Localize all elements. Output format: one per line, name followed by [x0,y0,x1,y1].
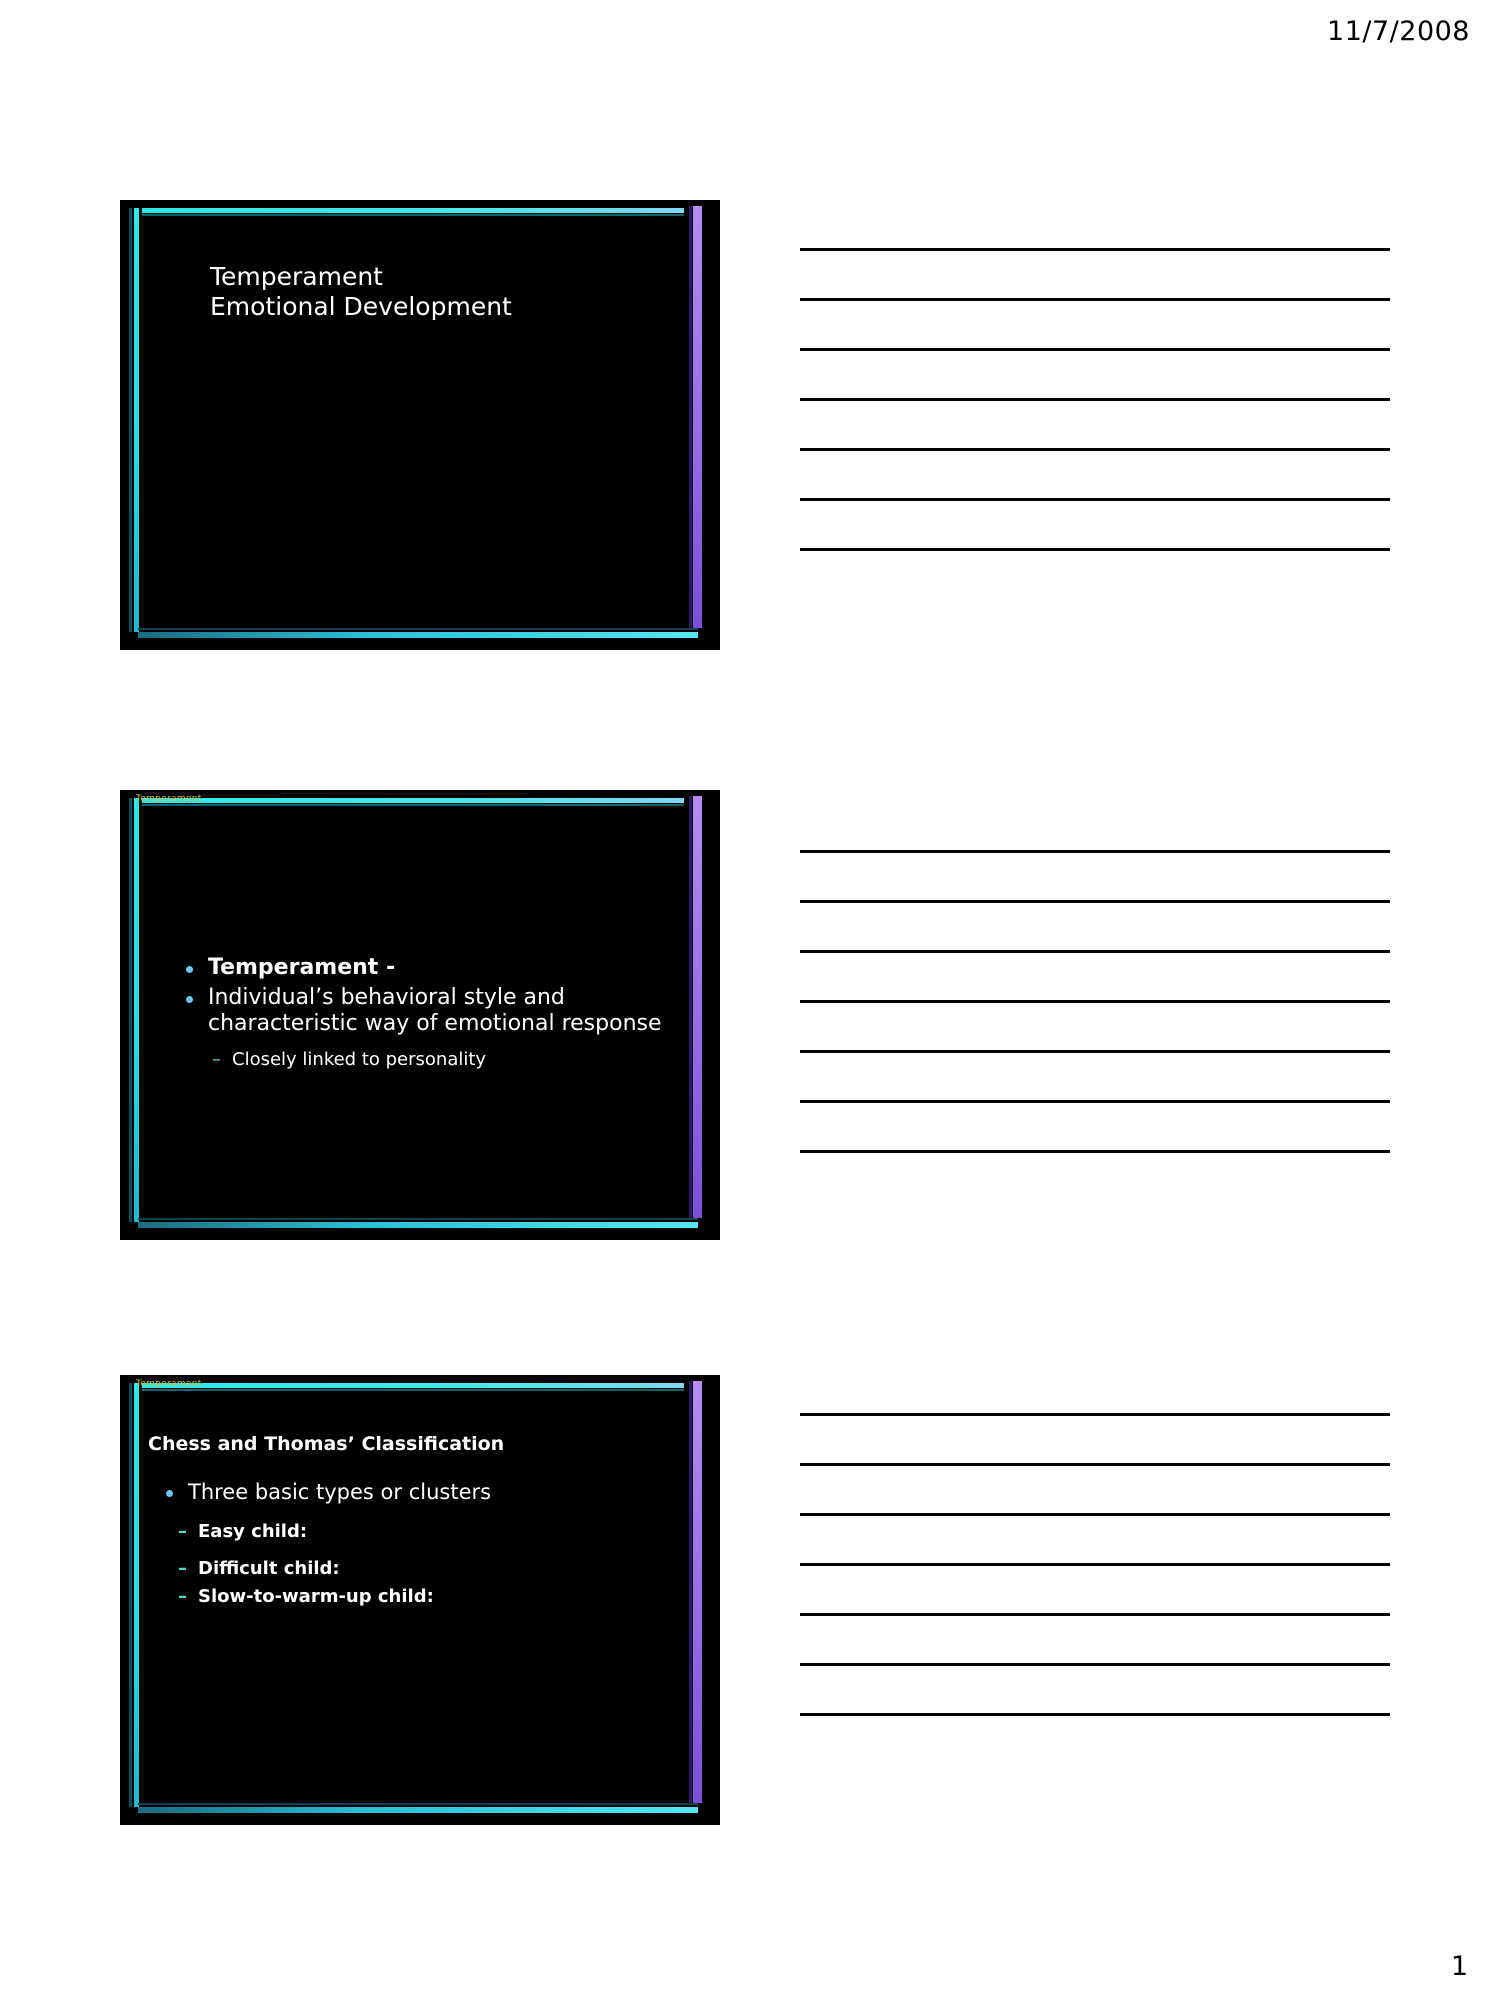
slide-frame-top-shadow [142,214,684,216]
slide-frame-top-shadow [142,1389,684,1391]
note-line [800,1100,1390,1103]
note-line [800,900,1390,903]
sub-bullet-item: – Slow-to-warm-up child: [150,1586,712,1608]
note-line [800,1513,1390,1516]
notes-area-3 [800,1413,1390,1716]
note-line [800,548,1390,551]
note-line [800,1000,1390,1003]
slide-frame-bottom-shadow [138,1803,698,1805]
slide-frame-right-shadow [689,206,692,628]
slide-frame-bottom-shadow [138,628,698,630]
sub-bullet-item: – Closely linked to personality [178,1049,710,1071]
slide-1 [120,200,720,650]
slide-header-tag: Temperament [136,794,202,804]
slide-frame-left [134,1383,139,1807]
note-line [800,348,1390,351]
note-line [800,1563,1390,1566]
slide-frame-left-shadow [129,798,132,1222]
bullet-item: Temperament - [178,955,710,981]
slide-frame-top [142,1383,684,1388]
slide-2 [120,790,720,1240]
note-line [800,850,1390,853]
note-line [800,950,1390,953]
slide-frame-top [142,208,684,213]
note-line [800,248,1390,251]
note-line [800,1613,1390,1616]
notes-area-1 [800,248,1390,551]
slide-title [210,262,512,321]
slide-header-tag: Temperament [136,1379,202,1389]
slide-title-line-1: Temperament [210,262,383,291]
slide-title-line-2: Emotional Development [210,291,512,321]
slide-frame-left [134,208,139,632]
note-line [800,448,1390,451]
note-line [800,398,1390,401]
page-number: 1 [1450,1951,1468,1982]
slide-frame-bottom-shadow [138,1218,698,1220]
slide-frame-left-shadow [129,1383,132,1807]
note-line [800,1463,1390,1466]
note-line [800,1413,1390,1416]
slide-2-content [178,955,710,1070]
note-line [800,1713,1390,1716]
slide-frame-bottom [138,632,698,638]
bullet-item: Three basic types or clusters [150,1480,712,1505]
slide-3 [120,1375,720,1825]
note-line [800,1663,1390,1666]
bullet-item: Individual’s behavioral style and characteristic way of emotional response [178,985,710,1037]
note-line [800,298,1390,301]
note-line [800,1150,1390,1153]
slide-3-heading: Chess and Thomas’ Classification [148,1433,505,1455]
notes-area-2 [800,850,1390,1153]
sub-bullet-item: – Easy child: [150,1521,712,1543]
note-line [800,1050,1390,1053]
slide-frame-top [142,798,684,803]
slide-frame-bottom [138,1807,698,1813]
slide-frame-left [134,798,139,1222]
slide-frame-right [693,206,702,628]
slide-frame-left-shadow [129,208,132,632]
slide-frame-top-shadow [142,804,684,806]
note-line [800,498,1390,501]
slide-frame-bottom [138,1222,698,1228]
sub-bullet-item: – Difficult child: [150,1558,712,1580]
slide-3-content [150,1480,712,1608]
page-date: 11/7/2008 [1327,16,1470,47]
